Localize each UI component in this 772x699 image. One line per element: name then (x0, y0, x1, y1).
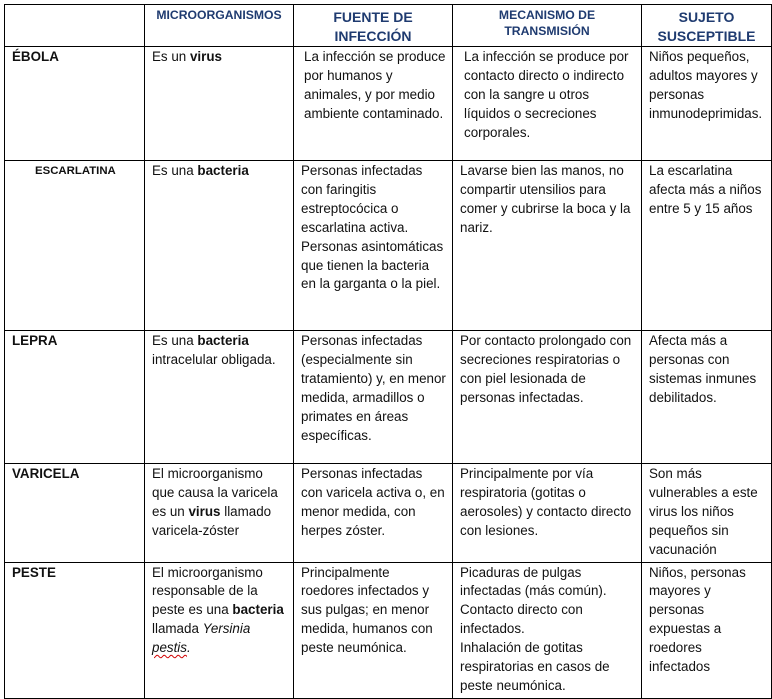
species-name: Yersinia (202, 621, 251, 637)
disease-table (4, 4, 772, 699)
disease-name: VARICELA (5, 464, 145, 563)
microorganism-text: llamado varicela-zóster (152, 503, 272, 538)
source-text: Personas asintomáticas que tienen la bacteria en la garganta o la piel. (301, 238, 444, 292)
table-row (5, 464, 772, 563)
microorganism-type: virus (189, 49, 222, 64)
microorganism-text: Es una (152, 163, 198, 178)
microorganism-text: El microorganismo responsable de la peste es una (152, 564, 263, 618)
microorganism-cell (145, 464, 294, 563)
source-text: La infección se produce por humanos y animales, y por medio ambiente contaminado. (304, 49, 446, 121)
subject-cell: Niños pequeños, adultos mayores y personas inmunodeprimidas. (642, 47, 772, 161)
microorganism-text: intracelular obligada. (152, 351, 276, 367)
mechanism-cell: Principalmente por vía respiratoria (gotitas o aerosoles) y contacto directo con lesiones. (453, 464, 642, 563)
table-header-row (5, 5, 772, 47)
mechanism-cell: Lavarse bien las manos, no compartir utensilios para comer y cubrirse la boca y la nariz. (453, 161, 642, 331)
disease-name: ÉBOLA (5, 47, 145, 161)
microorganism-text: Es un (152, 49, 190, 64)
document-page (4, 4, 772, 699)
source-cell: Personas infectadas con varicela activa o, en menor medida, con herpes zóster. (294, 464, 453, 563)
subject-cell: Afecta más a personas con sistemas inmunes debilitados. (642, 331, 772, 464)
microorganism-cell (145, 47, 294, 161)
source-text: Personas infectadas con faringitis estreptocócica o escarlatina activa. (301, 163, 423, 235)
microorganism-type: virus (188, 503, 221, 519)
microorganism-cell (145, 161, 294, 331)
microorganism-cell (145, 331, 294, 464)
disease-name: LEPRA (5, 331, 145, 464)
subject-cell: Niños, personas mayores y personas expuestas a roedores infectados (642, 562, 772, 698)
disease-name: ESCARLATINA (5, 161, 145, 331)
header-source: FUENTE DE INFECCIÓN (294, 5, 453, 47)
mechanism-cell (453, 47, 642, 161)
microorganism-text: El microorganismo que causa la varicela es un (152, 466, 278, 519)
mechanism-cell (453, 562, 642, 698)
subject-cell: Son más vulnerables a este virus los niños pequeños sin vacunación (642, 464, 772, 563)
source-cell (294, 161, 453, 331)
microorganism-type: bacteria (232, 602, 284, 618)
microorganism-cell (145, 562, 294, 698)
header-disease (5, 5, 145, 47)
disease-name: PESTE (5, 562, 145, 698)
table-row (5, 562, 772, 698)
table-row (5, 47, 772, 161)
species-name-spellcheck: pestis (152, 640, 187, 656)
mechanism-text: Inhalación de gotitas respiratorias en casos de peste neumónica. (460, 640, 610, 693)
microorganism-text: llamada (152, 621, 203, 637)
mechanism-cell: Por contacto prolongado con secreciones respiratorias o con piel lesionada de personas infectadas. (453, 331, 642, 464)
table-row (5, 161, 772, 331)
source-cell: Principalmente roedores infectados y sus pulgas; en menor medida, humanos con peste neumónica. (294, 562, 453, 698)
header-subject: SUJETO SUSCEPTIBLE (642, 5, 772, 47)
species-period: . (186, 640, 191, 656)
mechanism-text: La infección se produce por contacto directo o indirecto con la sangre u otros líquidos o secreciones corporales. (464, 49, 629, 140)
source-cell: Personas infectadas (especialmente sin tratamiento) y, en menor medida, armadillos o primates en áreas específicas. (294, 331, 453, 464)
header-mechanism: MECANISMO DE TRANSMISIÓN (453, 5, 642, 47)
mechanism-text: Contacto directo con infectados. (460, 602, 583, 637)
subject-cell: La escarlatina afecta más a niños entre 5 y 15 años (642, 161, 772, 331)
microorganism-text: Es una (152, 333, 198, 348)
microorganism-type: bacteria (197, 163, 249, 178)
microorganism-type: bacteria (197, 333, 249, 348)
header-microorganism: MICROORGANISMOS (145, 5, 294, 47)
source-cell (294, 47, 453, 161)
table-row (5, 331, 772, 464)
mechanism-text: Picaduras de pulgas infectadas (más común). (460, 564, 607, 599)
